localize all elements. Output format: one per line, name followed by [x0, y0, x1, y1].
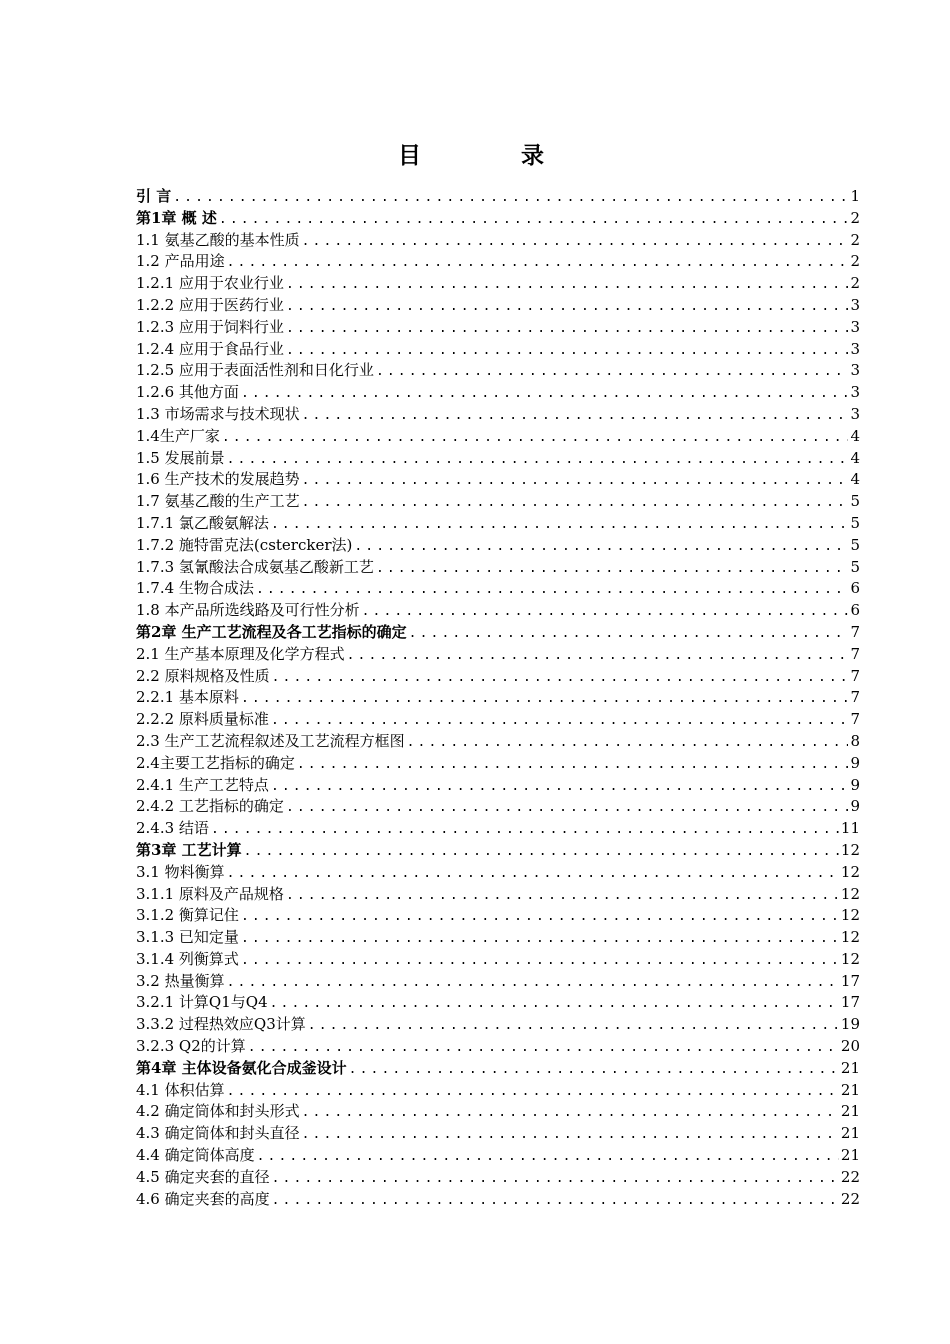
toc-entry-label: 4.6 确定夹套的高度 [136, 1189, 270, 1208]
toc-entry-label: 2.4.1 生产工艺特点 [136, 775, 269, 794]
toc-entry[interactable] [136, 775, 860, 797]
toc-entry[interactable] [136, 862, 860, 884]
toc-entry[interactable] [136, 317, 860, 339]
toc-entry-label: 2.4.2 工艺指标的确定 [136, 797, 284, 816]
toc-entry-label: 2.4主要工艺指标的确定 [136, 753, 295, 772]
toc-entry-label: 2.1 生产基本原理及化学方程式 [136, 644, 345, 663]
dot-leader [302, 405, 849, 426]
dot-leader [227, 863, 839, 884]
toc-entry-label: 1.5 发展前景 [136, 448, 225, 467]
toc-entry[interactable] [136, 949, 860, 971]
dot-leader [241, 906, 839, 927]
toc-entry[interactable] [136, 273, 860, 295]
toc-entry-label: 4.3 确定筒体和封头直径 [136, 1124, 300, 1143]
toc-entry-label: 2.2 原料规格及性质 [136, 666, 270, 685]
dot-leader [286, 340, 849, 361]
dot-leader [222, 427, 849, 448]
toc-entry[interactable] [136, 251, 860, 273]
dot-leader [272, 667, 849, 688]
toc-entry[interactable] [136, 600, 860, 622]
toc-entry[interactable] [136, 971, 860, 993]
toc-entry[interactable] [136, 230, 860, 252]
toc-entry-page-number: 21 [840, 1102, 860, 1121]
toc-entry-page-number: 5 [850, 492, 860, 511]
toc-entry-page-number: 19 [840, 1015, 860, 1034]
toc-entry-page-number: 12 [840, 906, 860, 925]
dot-leader [376, 558, 849, 579]
dot-leader [407, 732, 849, 753]
toc-entry-page-number: 5 [850, 535, 860, 554]
toc-entry[interactable] [136, 426, 860, 448]
toc-entry-label: 1.7.2 施特雷克法(cstercker法) [136, 535, 353, 554]
toc-entry[interactable] [136, 578, 860, 600]
toc-entry[interactable] [136, 666, 860, 688]
toc-entry-page-number: 7 [850, 666, 860, 685]
dot-leader [376, 361, 849, 382]
toc-entry[interactable] [136, 644, 860, 666]
dot-leader [308, 1015, 839, 1036]
dot-leader [271, 710, 849, 731]
dot-leader [248, 1037, 839, 1058]
toc-chapter-entry[interactable] [136, 622, 860, 644]
toc-entry-label: 1.2.6 其他方面 [136, 383, 239, 402]
toc-entry[interactable] [136, 469, 860, 491]
dot-leader [211, 819, 839, 840]
dot-leader [173, 187, 848, 208]
toc-entry-label: 第3章 工艺计算 [136, 840, 242, 859]
toc-entry[interactable] [136, 513, 860, 535]
toc-entry-label: 3.2 热量衡算 [136, 971, 225, 990]
toc-entry-label: 1.7.3 氢氰酸法合成氨基乙酸新工艺 [136, 557, 374, 576]
dot-leader [347, 645, 849, 666]
dot-leader [362, 601, 849, 622]
toc-entry-page-number: 2 [850, 274, 860, 293]
toc-entry-page-number: 5 [850, 557, 860, 576]
toc-entry[interactable] [136, 905, 860, 927]
toc-entry-label: 1.1 氨基乙酸的基本性质 [136, 230, 300, 249]
toc-entry-label: 引 言 [136, 187, 172, 205]
toc-entry-page-number: 8 [850, 731, 860, 750]
page-title: 目 录 [397, 142, 590, 169]
toc-entry-label: 第2章 生产工艺流程及各工艺指标的确定 [136, 622, 407, 641]
toc-entry-label: 1.2.5 应用于表面活性剂和日化行业 [136, 361, 374, 380]
toc-entry-page-number: 3 [850, 404, 860, 423]
dot-leader [241, 950, 839, 971]
toc-entry-label: 3.2.1 计算Q1与Q4 [136, 993, 268, 1012]
toc-entry-page-number: 12 [840, 928, 860, 947]
toc-entry-label: 1.2.1 应用于农业行业 [136, 274, 284, 293]
toc-entry[interactable] [136, 382, 860, 404]
toc-entry-label: 2.3 生产工艺流程叙述及工艺流程方框图 [136, 731, 405, 750]
toc-entry-page-number: 21 [840, 1146, 860, 1165]
toc-entry-label: 2.2.1 基本原料 [136, 688, 239, 707]
toc-entry-label: 4.4 确定筒体高度 [136, 1146, 255, 1165]
toc-entry-page-number: 3 [850, 317, 860, 336]
toc-entry-label: 3.3.2 过程热效应Q3计算 [136, 1015, 306, 1034]
toc-entry-label: 1.7.4 生物合成法 [136, 579, 254, 598]
dot-leader [227, 252, 849, 273]
dot-leader [302, 231, 849, 252]
toc-entry-label: 1.4生产厂家 [136, 426, 220, 445]
dot-leader [272, 1190, 839, 1211]
dot-leader [227, 972, 839, 993]
toc-entry-page-number: 12 [840, 840, 860, 859]
toc-entry[interactable] [136, 753, 860, 775]
toc-entry-page-number: 21 [840, 1124, 860, 1143]
toc-entry-label: 1.8 本产品所选线路及可行性分析 [136, 601, 360, 620]
toc-entry[interactable] [136, 1145, 860, 1167]
toc-entry-page-number: 22 [840, 1167, 860, 1186]
dot-leader [286, 274, 849, 295]
toc-entry-label: 第1章 概 述 [136, 208, 217, 227]
dot-leader [354, 536, 848, 557]
table-of-contents [136, 186, 860, 1210]
dot-leader [227, 449, 849, 470]
dot-leader [257, 1146, 839, 1167]
toc-entry-page-number: 11 [840, 819, 860, 838]
toc-entry[interactable] [136, 295, 860, 317]
dot-leader [256, 579, 849, 600]
toc-entry-page-number: 2 [850, 208, 860, 227]
toc-entry[interactable] [136, 1123, 860, 1145]
toc-entry-page-number: 4 [850, 448, 860, 467]
dot-leader [271, 776, 849, 797]
toc-entry-label: 第4章 主体设备氨化合成釜设计 [136, 1058, 347, 1077]
toc-entry-page-number: 7 [850, 710, 860, 729]
toc-entry-label: 1.2.2 应用于医药行业 [136, 295, 284, 314]
toc-entry-page-number: 3 [850, 339, 860, 358]
dot-leader [219, 209, 849, 230]
toc-entry[interactable] [136, 1014, 860, 1036]
toc-entry-page-number: 9 [850, 797, 860, 816]
toc-chapter-entry[interactable] [136, 1058, 860, 1080]
toc-entry-page-number: 2 [850, 230, 860, 249]
toc-entry-label: 3.1.3 已知定量 [136, 928, 239, 947]
toc-entry-page-number: 12 [840, 884, 860, 903]
toc-entry[interactable] [136, 1080, 860, 1102]
toc-entry-page-number: 7 [850, 688, 860, 707]
toc-chapter-entry[interactable] [136, 186, 860, 208]
toc-entry-label: 1.6 生产技术的发展趋势 [136, 470, 300, 489]
toc-entry-label: 1.3 市场需求与技术现状 [136, 404, 300, 423]
toc-entry-page-number: 7 [850, 622, 860, 641]
toc-entry[interactable] [136, 1101, 860, 1123]
toc-entry-label: 2.2.2 原料质量标准 [136, 710, 269, 729]
dot-leader [302, 470, 849, 491]
toc-entry-page-number: 2 [850, 252, 860, 271]
toc-entry[interactable] [136, 818, 860, 840]
toc-entry-label: 3.1.4 列衡算式 [136, 949, 239, 968]
toc-entry[interactable] [136, 535, 860, 557]
toc-chapter-entry[interactable] [136, 840, 860, 862]
toc-entry[interactable] [136, 796, 860, 818]
toc-entry-page-number: 9 [850, 775, 860, 794]
toc-entry[interactable] [136, 1036, 860, 1058]
dot-leader [286, 296, 849, 317]
dot-leader [302, 1124, 839, 1145]
toc-entry-page-number: 5 [850, 513, 860, 532]
dot-leader [270, 993, 839, 1014]
dot-leader [286, 797, 849, 818]
toc-entry[interactable] [136, 339, 860, 361]
toc-entry-page-number: 17 [840, 993, 860, 1012]
toc-entry-page-number: 9 [850, 753, 860, 772]
toc-entry-page-number: 22 [840, 1189, 860, 1208]
toc-entry-page-number: 3 [850, 361, 860, 380]
toc-entry-page-number: 17 [840, 971, 860, 990]
toc-entry-page-number: 20 [840, 1037, 860, 1056]
dot-leader [241, 928, 839, 949]
toc-entry-page-number: 21 [840, 1080, 860, 1099]
toc-entry-label: 3.1 物料衡算 [136, 862, 225, 881]
toc-entry-page-number: 4 [850, 426, 860, 445]
toc-entry-page-number: 12 [840, 949, 860, 968]
toc-entry-label: 1.2 产品用途 [136, 252, 225, 271]
toc-entry-label: 4.5 确定夹套的直径 [136, 1167, 270, 1186]
toc-entry-label: 3.2.3 Q2的计算 [136, 1037, 246, 1056]
toc-entry-page-number: 7 [850, 644, 860, 663]
toc-entry[interactable] [136, 448, 860, 470]
toc-entry-label: 3.1.1 原料及产品规格 [136, 884, 284, 903]
toc-entry[interactable] [136, 884, 860, 906]
toc-entry-page-number: 6 [850, 601, 860, 620]
dot-leader [302, 492, 849, 513]
toc-entry-label: 1.2.3 应用于饲料行业 [136, 317, 284, 336]
toc-entry[interactable] [136, 992, 860, 1014]
dot-leader [349, 1059, 839, 1080]
toc-entry[interactable] [136, 731, 860, 753]
dot-leader [241, 688, 849, 709]
toc-entry[interactable] [136, 927, 860, 949]
toc-entry-label: 2.4.3 结语 [136, 819, 209, 838]
toc-entry-page-number: 4 [850, 470, 860, 489]
dot-leader [272, 1168, 839, 1189]
dot-leader [227, 1081, 839, 1102]
dot-leader [297, 754, 849, 775]
toc-entry-label: 3.1.2 衡算记住 [136, 906, 239, 925]
toc-entry[interactable] [136, 709, 860, 731]
toc-entry-label: 4.2 确定筒体和封头形式 [136, 1102, 300, 1121]
dot-leader [409, 623, 849, 644]
toc-entry-label: 1.7.1 氯乙酸氨解法 [136, 513, 269, 532]
toc-entry[interactable] [136, 557, 860, 579]
toc-entry[interactable] [136, 687, 860, 709]
toc-entry[interactable] [136, 1189, 860, 1211]
dot-leader [271, 514, 849, 535]
toc-entry-page-number: 3 [850, 295, 860, 314]
dot-leader [241, 383, 849, 404]
toc-entry-label: 1.7 氨基乙酸的生产工艺 [136, 492, 300, 511]
dot-leader [244, 841, 839, 862]
toc-entry-page-number: 12 [840, 862, 860, 881]
toc-entry-page-number: 1 [850, 187, 860, 205]
toc-entry[interactable] [136, 404, 860, 426]
toc-entry[interactable] [136, 1167, 860, 1189]
toc-entry-label: 1.2.4 应用于食品行业 [136, 339, 284, 358]
dot-leader [302, 1102, 839, 1123]
toc-entry-page-number: 6 [850, 579, 860, 598]
dot-leader [286, 318, 849, 339]
toc-entry[interactable] [136, 491, 860, 513]
toc-entry-page-number: 3 [850, 383, 860, 402]
toc-entry-page-number: 21 [840, 1058, 860, 1077]
dot-leader [286, 885, 839, 906]
toc-entry-label: 4.1 体积估算 [136, 1080, 225, 1099]
toc-chapter-entry[interactable] [136, 208, 860, 230]
toc-entry[interactable] [136, 360, 860, 382]
